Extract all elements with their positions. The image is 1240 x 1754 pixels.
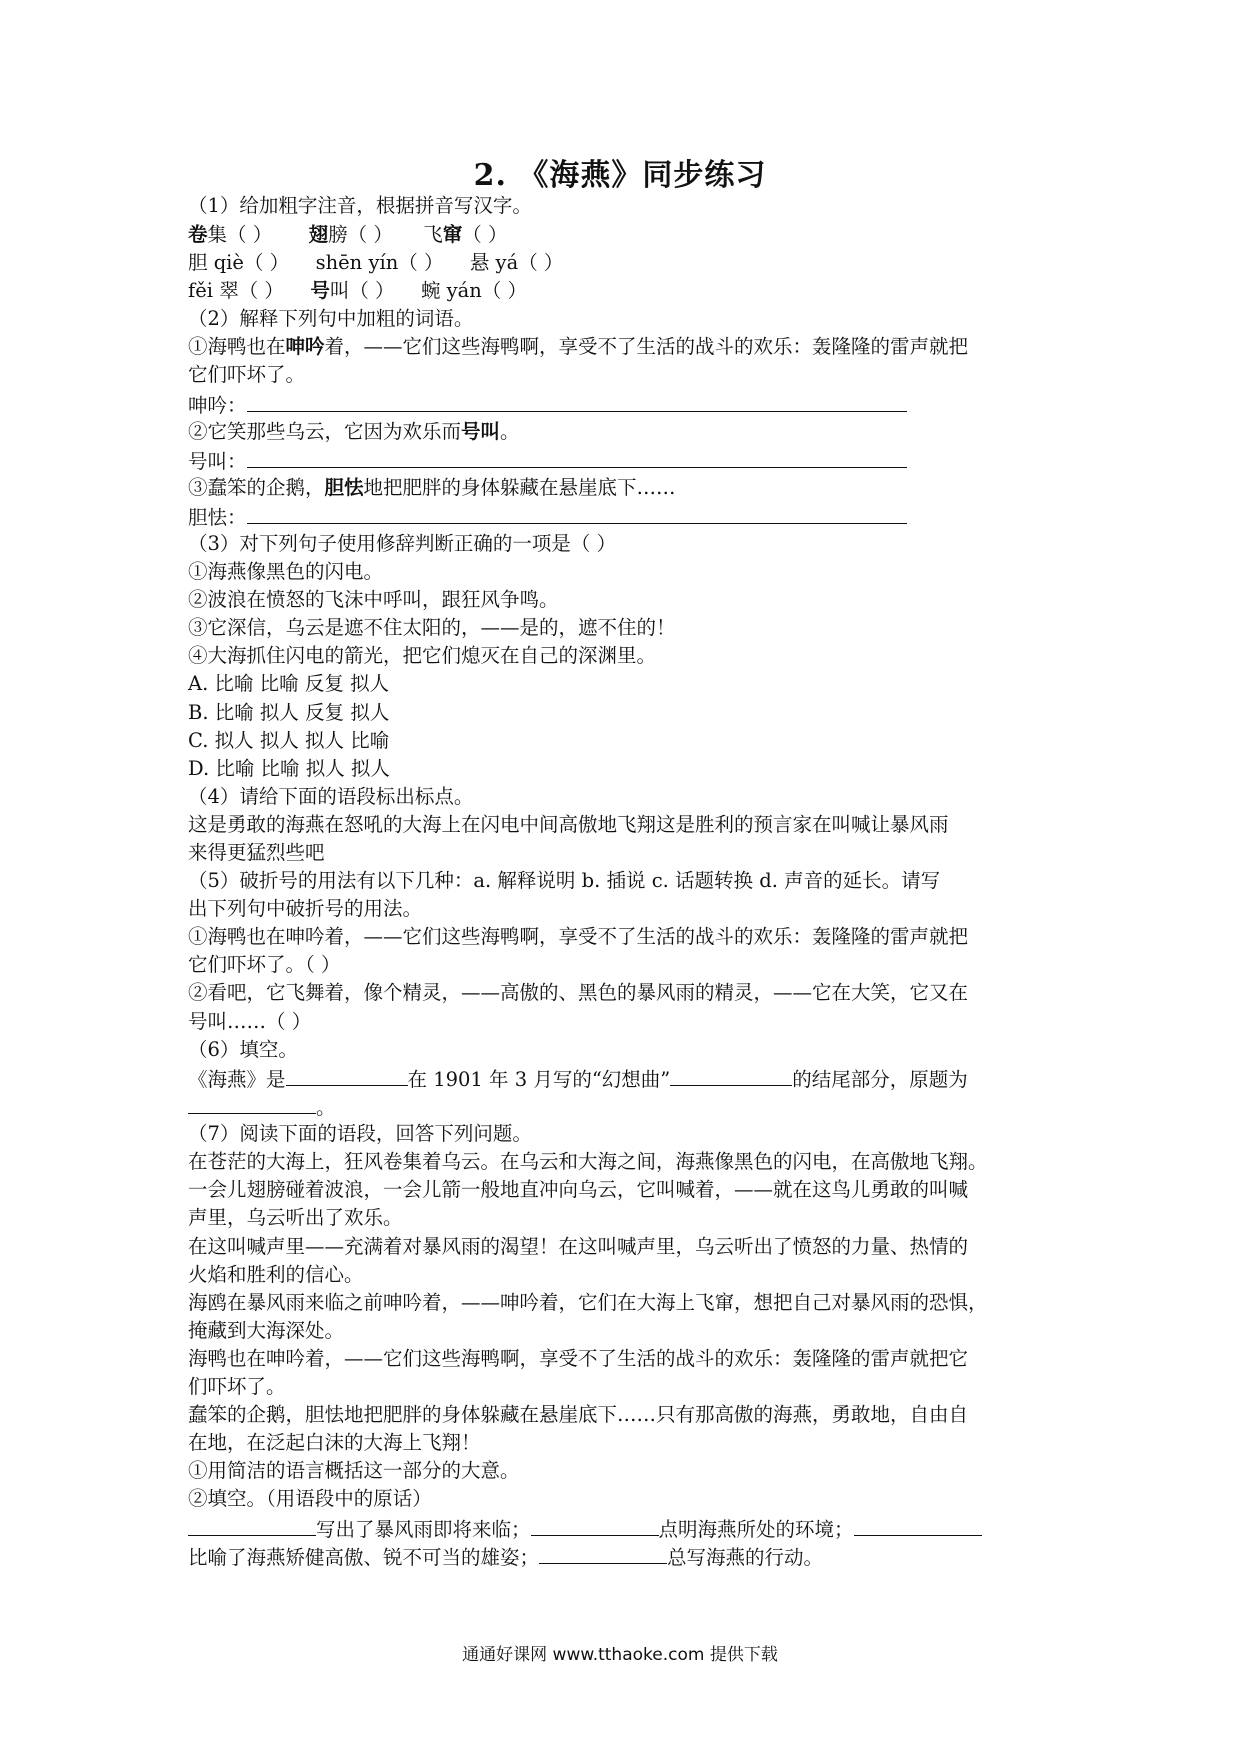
q2-answer-2 [188, 447, 907, 475]
q7-passage-line: 在苍茫的大海上，狂风卷集着乌云。在乌云和大海之间，海燕像黑色的闪电，在高傲地飞翔。 [188, 1150, 988, 1173]
q7-fill-2: 点明海燕所处的环境； [658, 1518, 854, 1541]
q3-item-3: ③它深信，乌云是遮不住太阳的，——是的，遮不住的！ [188, 616, 676, 639]
q1-r1-bold-3: 窜 [442, 223, 463, 246]
q1-row2 [188, 250, 563, 276]
q2-answer-1 [188, 391, 907, 419]
q1-r3-rest-2: 叫（ ） [329, 279, 395, 302]
q3-option-b: B. 比喻 拟人 反复 拟人 [188, 701, 390, 724]
q7-sub-question-2: ②填空。（用语段中的原话） [188, 1487, 432, 1510]
q6-fill-line-2 [188, 1093, 336, 1121]
q4-passage-line-2: 来得更猛烈些吧 [188, 841, 325, 864]
q4-passage-line-1: 这是勇敢的海燕在怒吼的大海上在闪电中间高傲地飞翔这是胜利的预言家在叫喊让暴风雨 [188, 813, 949, 836]
q1-row1 [188, 222, 507, 248]
q2-s3-post: 地把肥胖的身体躲藏在悬崖底下…… [363, 476, 676, 499]
q1-r1-rest-3: （ ） [462, 223, 508, 246]
q2-s1-pre: ①海鸭也在 [188, 335, 286, 358]
q7-passage-line: 掩藏到大海深处。 [188, 1319, 345, 1342]
answer-blank[interactable] [286, 1065, 408, 1086]
q5-sentence-1b: 它们吓坏了。（ ） [188, 953, 341, 976]
q3-option-c: C. 拟人 拟人 拟人 比喻 [188, 729, 390, 752]
q7-passage-line: 一会儿翅膀碰着波浪，一会儿箭一般地直冲向乌云，它叫喊着，——就在这鸟儿勇敢的叫喊 [188, 1178, 969, 1201]
q3-option-d: D. 比喻 比喻 拟人 拟人 [188, 757, 390, 780]
q5-sentence-2b: 号叫……（ ） [188, 1010, 312, 1033]
q2-a3-label: 胆怯： [188, 506, 247, 529]
q6-heading: （6）填空。 [188, 1038, 298, 1061]
q6-part-1: 《海燕》是 [188, 1068, 286, 1091]
q7-fill-line-1 [188, 1515, 982, 1543]
q3-item-4: ④大海抓住闪电的箭光，把它们熄灭在自己的深渊里。 [188, 644, 657, 667]
q7-heading: （7）阅读下面的语段，回答下列问题。 [188, 1122, 532, 1145]
q7-fill-1: 写出了暴风雨即将来临； [316, 1518, 531, 1541]
q1-r1-rest-1: 集（ ） [207, 223, 273, 246]
q7-passage-line: 在地，在泛起白沫的大海上飞翔！ [188, 1431, 481, 1454]
q6-fill-line [188, 1065, 968, 1093]
q2-s1-post: 着，——它们这些海鸭啊，享受不了生活的战斗的欢乐：轰隆隆的雷声就把 [324, 335, 969, 358]
q7-passage-line: 在这叫喊声里——充满着对暴风雨的渴望！在这叫喊声里，乌云听出了愤怒的力量、热情的 [188, 1235, 969, 1258]
answer-blank[interactable] [539, 1543, 667, 1564]
q7-fill-line-2 [188, 1543, 823, 1571]
q2-s2-bold: 号叫 [461, 420, 501, 443]
q1-r2-item-2: shēn yín（ ） [315, 251, 444, 274]
q5-heading-1: （5）破折号的用法有以下几种：a. 解释说明 b. 插说 c. 话题转换 d. 声音的延长。请写 [188, 869, 941, 892]
answer-blank[interactable] [247, 503, 907, 524]
answer-blank[interactable] [188, 1093, 316, 1114]
q1-r2-item-1: 胆 qiè（ ） [188, 251, 290, 274]
q7-passage-line: 海鸭也在呻吟着，——它们这些海鸭啊，享受不了生活的战斗的欢乐：轰隆隆的雷声就把它 [188, 1347, 969, 1370]
q2-s1-bold: 呻吟 [285, 335, 325, 358]
q7-sub-question-1: ①用简洁的语言概括这一部分的大意。 [188, 1459, 520, 1482]
q5-heading-2: 出下列句中破折号的用法。 [188, 897, 423, 920]
q1-row3 [188, 278, 527, 304]
answer-blank[interactable] [247, 391, 907, 412]
q7-passage-line: 声里，乌云听出了欢乐。 [188, 1206, 403, 1229]
q1-r1-pre-3: 飞 [423, 223, 443, 246]
page-footer: 通通好课网 www.tthaoke.com 提供下载 [462, 1645, 778, 1665]
q2-s3-pre: ③蠢笨的企鹅， [188, 476, 325, 499]
q3-heading: （3）对下列句子使用修辞判断正确的一项是（ ） [188, 532, 617, 555]
q7-fill-3: 比喻了海燕矫健高傲、锐不可当的雄姿； [188, 1546, 540, 1569]
q2-sentence-2 [188, 419, 520, 445]
q1-r1-bold-1: 卷 [188, 223, 208, 246]
answer-blank[interactable] [188, 1515, 316, 1536]
q2-s3-bold: 胆怯 [324, 476, 364, 499]
q6-part-4: 。 [316, 1096, 336, 1119]
q7-passage-line: 们吓坏了。 [188, 1375, 286, 1398]
q2-sentence-3 [188, 475, 676, 501]
q2-heading: （2）解释下列句中加粗的词语。 [188, 307, 474, 330]
q2-s2-post: 。 [500, 420, 520, 443]
q1-r2-item-3: 悬 yá（ ） [469, 251, 564, 274]
q6-part-2: 在 1901 年 3 月写的“幻想曲” [407, 1068, 671, 1091]
q1-r1-rest-2: 膀（ ） [328, 223, 393, 246]
q1-r3-item-1: fěi 翠（ ） [188, 279, 284, 302]
q3-item-1: ①海燕像黑色的闪电。 [188, 560, 384, 583]
q1-heading: （1）给加粗字注音，根据拼音写汉字。 [188, 194, 532, 217]
q5-sentence-1a: ①海鸭也在呻吟着，——它们这些海鸭啊，享受不了生活的战斗的欢乐：轰隆隆的雷声就把 [188, 925, 969, 948]
answer-blank[interactable] [247, 447, 907, 468]
q7-fill-4: 总写海燕的行动。 [667, 1546, 824, 1569]
q7-passage-line: 海鸥在暴风雨来临之前呻吟着，——呻吟着，它们在大海上飞窜，想把自己对暴风雨的恐惧， [188, 1291, 988, 1314]
q1-r1-bold-2: 翅 [308, 223, 329, 246]
q2-answer-3 [188, 503, 907, 531]
q2-s2-pre: ②它笑那些乌云，它因为欢乐而 [188, 420, 462, 443]
q1-r3-item-3: 蜿 yán（ ） [420, 279, 528, 302]
q5-sentence-2a: ②看吧，它飞舞着，像个精灵，——高傲的、黑色的暴风雨的精灵，——它在大笑，它又在 [188, 981, 969, 1004]
q3-option-a: A. 比喻 比喻 反复 拟人 [188, 672, 390, 695]
q7-passage-line: 蠢笨的企鹅，胆怯地把肥胖的身体躲藏在悬崖底下……只有那高傲的海燕，勇敢地，自由自 [188, 1403, 969, 1426]
q2-a1-label: 呻吟： [188, 394, 247, 417]
q2-sentence-1-cont: 它们吓坏了。 [188, 363, 306, 386]
page-title: 2. 《海燕》同步练习 [473, 158, 767, 193]
q1-r3-bold-2: 号 [310, 279, 330, 302]
q4-heading: （4）请给下面的语段标出标点。 [188, 785, 474, 808]
q2-a2-label: 号叫： [188, 450, 247, 473]
q7-passage-line: 火焰和胜利的信心。 [188, 1263, 364, 1286]
q3-item-2: ②波浪在愤怒的飞沫中呼叫，跟狂风争鸣。 [188, 588, 559, 611]
q2-sentence-1 [188, 334, 968, 360]
answer-blank[interactable] [670, 1065, 792, 1086]
answer-blank[interactable] [531, 1515, 659, 1536]
answer-blank[interactable] [854, 1515, 982, 1536]
q6-part-3: 的结尾部分，原题为 [792, 1068, 968, 1091]
